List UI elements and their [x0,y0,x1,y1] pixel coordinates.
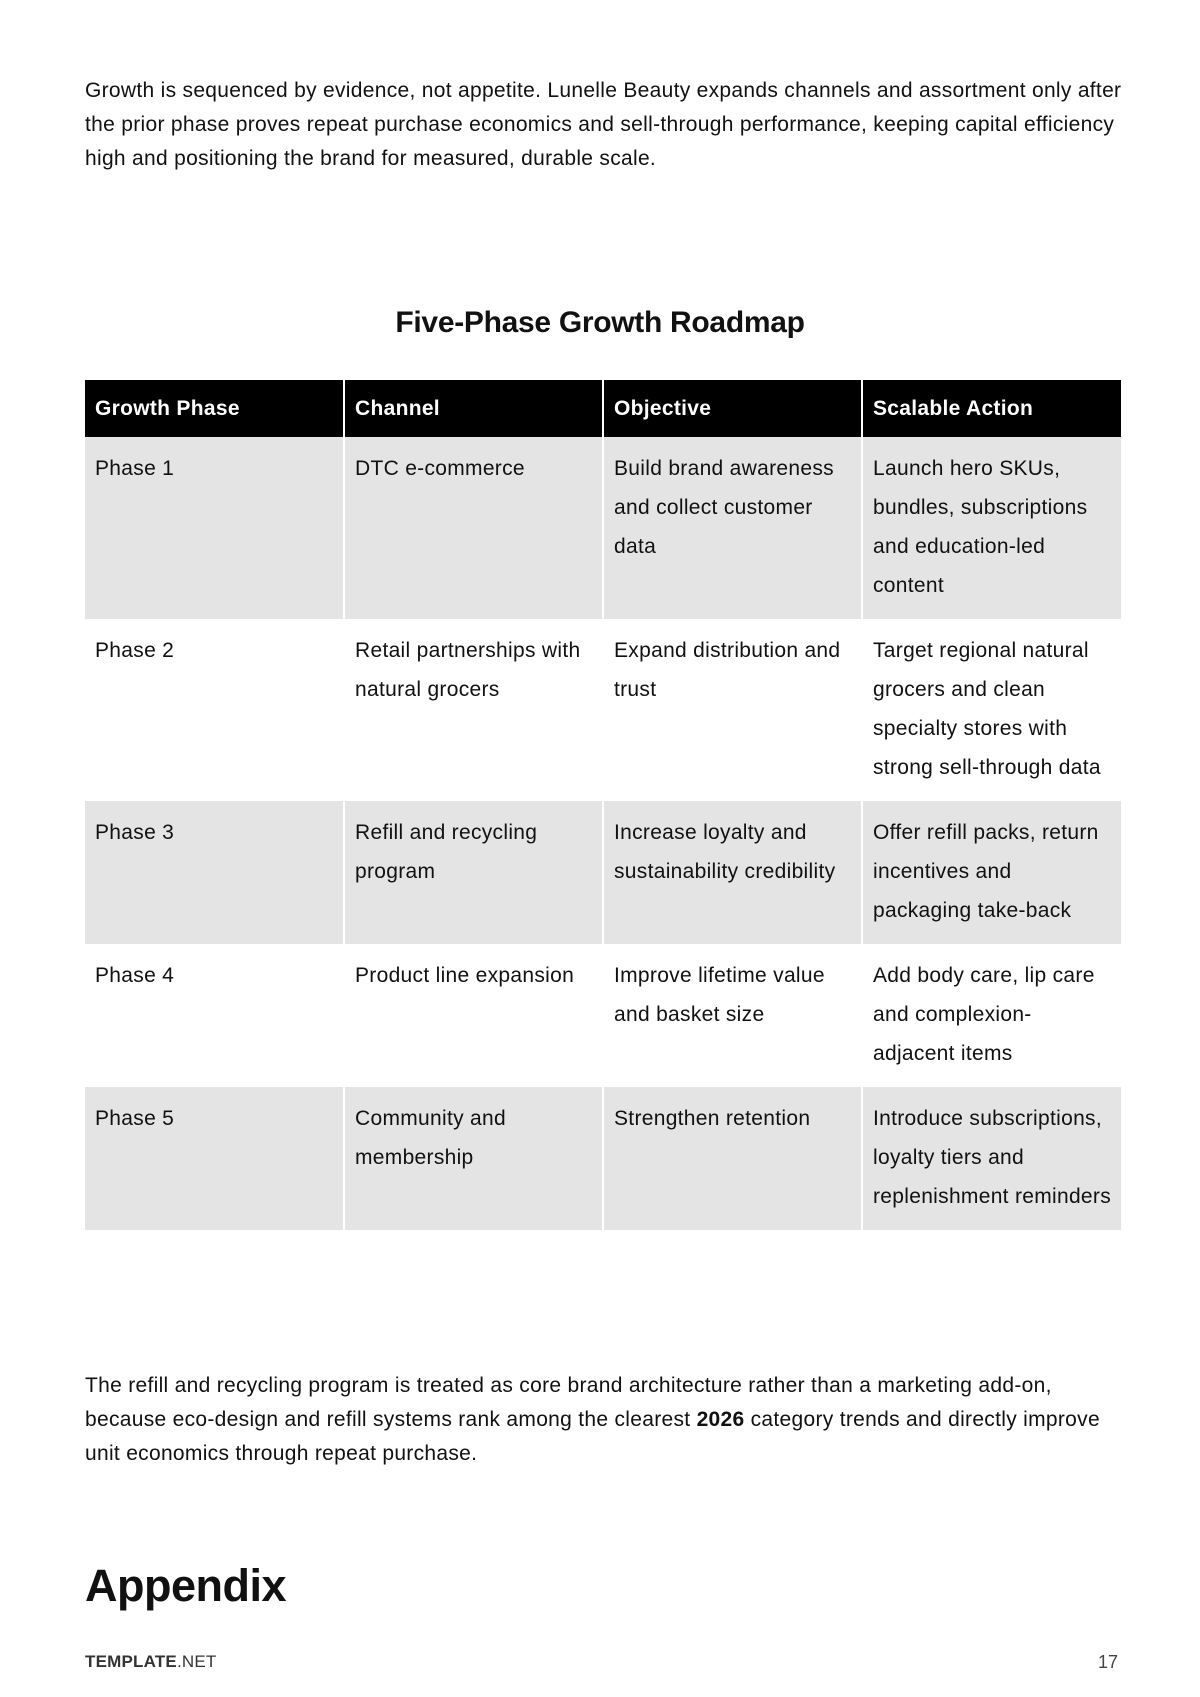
table-cell: Phase 3 [85,801,344,944]
table-cell: Refill and recycling program [344,801,603,944]
appendix-heading: Appendix [85,1560,287,1611]
table-row [85,619,1121,801]
highlight-year: 2026 [696,1408,745,1431]
page-number: 17 [1098,1652,1119,1672]
table-cell: Offer refill packs, return incentives and packaging take-back [862,801,1121,944]
table-cell: Retail partnerships with natural grocers [344,619,603,801]
column-header-scalable-action: Scalable Action [862,380,1121,437]
table-cell: DTC e-commerce [344,437,603,619]
table-cell: Increase loyalty and sustainability credibility [603,801,862,944]
table-cell: Target regional natural grocers and clean specialty stores with strong sell-through data [862,619,1121,801]
table-cell: Introduce subscriptions, loyalty tiers and replenishment reminders [862,1087,1121,1230]
table-cell: Phase 4 [85,944,344,1087]
table-cell: Build brand awareness and collect customer data [603,437,862,619]
column-header-growth-phase: Growth Phase [85,380,344,437]
footer-brand-logo [85,1652,216,1672]
table-cell: Community and membership [344,1087,603,1230]
table-row [85,944,1121,1087]
table-cell: Improve lifetime value and basket size [603,944,862,1087]
table-cell: Launch hero SKUs, bundles, subscriptions and education-led content [862,437,1121,619]
brand-suffix: .NET [176,1652,217,1671]
table-title: Five-Phase Growth Roadmap [395,306,805,339]
table-cell: Product line expansion [344,944,603,1087]
table-cell: Phase 1 [85,437,344,619]
column-header-channel: Channel [344,380,603,437]
column-header-objective: Objective [603,380,862,437]
intro-paragraph: Growth is sequenced by evidence, not appetite. Lunelle Beauty expands channels and assortment only after the prior phase proves repeat purchase economics and sell-through performance, keeping capital efficiency high and positioning the brand for measured, durable scale. [85,79,1122,170]
table-row [85,1087,1121,1230]
table-cell: Expand distribution and trust [603,619,862,801]
table-row [85,801,1121,944]
table-cell: Phase 5 [85,1087,344,1230]
table-cell: Phase 2 [85,619,344,801]
closing-paragraph-text-end: category trends and directly improve unit economics through repeat purchase. [85,1408,1100,1465]
table-cell: Add body care, lip care and complexion-adjacent items [862,944,1121,1087]
table-cell: Strengthen retention [603,1087,862,1230]
table-header-row [85,380,1121,437]
closing-paragraph-text-start: The refill and recycling program is treated as core brand architecture rather than a marketing add-on, because eco-design and refill systems rank among the clearest [85,1374,1052,1431]
closing-paragraph [85,1369,1125,1471]
growth-roadmap-table [85,380,1121,1230]
brand-name: TEMPLATE [85,1652,177,1671]
table-row [85,437,1121,619]
